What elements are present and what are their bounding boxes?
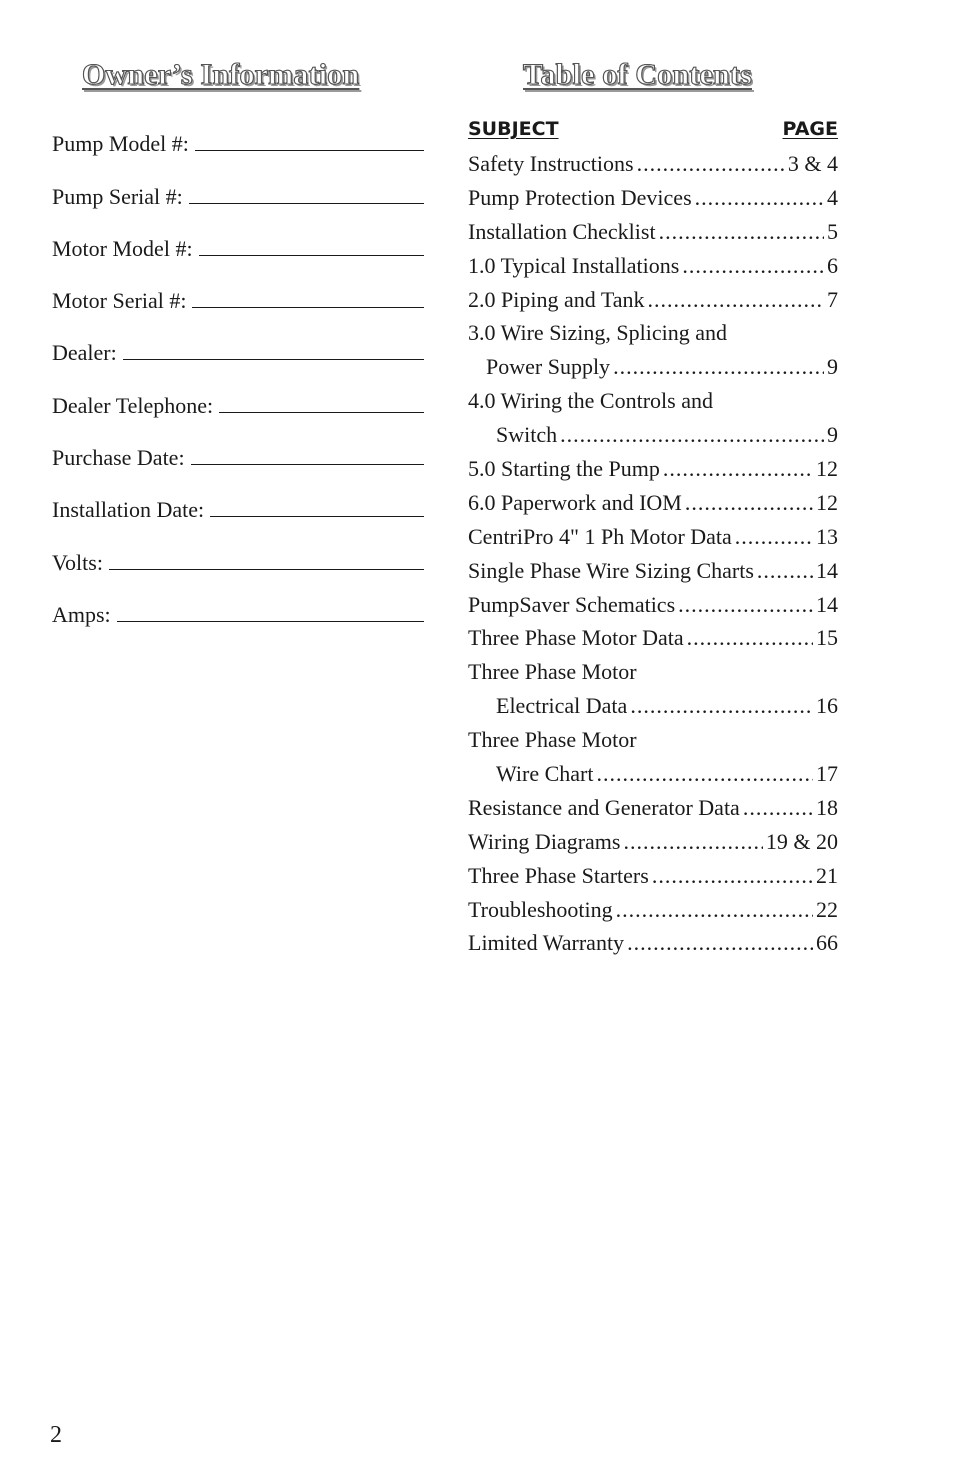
toc-entry-paperwork-and-iom[interactable] [468, 486, 838, 520]
toc-page-number: 21 [816, 862, 838, 888]
fill-in-line[interactable] [117, 621, 424, 622]
toc-entry-wire-sizing-line1[interactable]: 3.0 Wire Sizing, Splicing and [468, 320, 728, 346]
dealer-field[interactable] [52, 322, 424, 374]
fill-in-line[interactable] [109, 569, 424, 570]
motor-model-field[interactable] [52, 218, 424, 270]
toc-page-number: 16 [816, 693, 838, 719]
toc-entry-wiring-controls-line1[interactable]: 4.0 Wiring the Controls and [468, 388, 713, 414]
toc-entry-switch[interactable] [468, 418, 838, 452]
toc-entry-power-supply[interactable] [468, 350, 838, 384]
toc-page-number: 22 [816, 896, 838, 922]
toc-entry-piping-and-tank[interactable] [468, 283, 838, 317]
toc-entry-resistance-generator-data[interactable] [468, 791, 838, 825]
toc-page-number: 66 [816, 930, 838, 956]
toc-entry-starting-the-pump[interactable] [468, 452, 838, 486]
toc-subject: 1.0 Typical Installations [468, 252, 680, 278]
fill-in-line[interactable] [189, 203, 424, 204]
leader-dots [560, 418, 824, 452]
toc-page-number: 6 [827, 252, 838, 278]
toc-subject: Three Phase Motor Data [468, 625, 684, 651]
toc-page-number: 7 [827, 286, 838, 312]
leader-dots [648, 283, 825, 317]
leader-dots [687, 621, 813, 655]
toc-entry-three-phase-starters[interactable] [468, 859, 838, 893]
fill-in-line[interactable] [210, 516, 424, 517]
subject-column-header: SUBJECT [468, 118, 559, 140]
toc-entry-pumpsaver-schematics[interactable] [468, 588, 838, 622]
field-label: Pump Model #: [52, 131, 189, 157]
leader-dots [682, 249, 824, 283]
leader-dots [659, 215, 824, 249]
toc-page-number: 19 & 20 [765, 828, 838, 854]
leader-dots [623, 825, 762, 859]
toc-subject: Safety Instructions [468, 151, 634, 176]
toc-subject: 6.0 Paperwork and IOM [468, 489, 682, 515]
toc-page-number: 9 [827, 354, 838, 380]
toc-entry-wire-chart[interactable] [468, 757, 838, 791]
purchase-date-field[interactable] [52, 427, 424, 479]
toc-entry-troubleshooting[interactable] [468, 893, 838, 927]
toc-entry-installation-checklist[interactable] [468, 215, 838, 249]
field-label: Purchase Date: [52, 445, 185, 471]
leader-dots [616, 893, 813, 927]
toc-subject: Three Phase Starters [468, 862, 649, 888]
field-label: Volts: [52, 549, 103, 575]
toc-subject: CentriPro 4" 1 Ph Motor Data [468, 523, 732, 549]
toc-entry-single-phase-wire-sizing[interactable] [468, 554, 838, 588]
toc-column-headers [468, 113, 838, 147]
fill-in-line[interactable] [123, 359, 424, 360]
toc-subject: Switch [496, 422, 558, 448]
toc-page-number: 17 [816, 761, 838, 787]
toc-entry-limited-warranty[interactable] [468, 926, 838, 960]
leader-dots [637, 147, 785, 181]
leader-dots [596, 757, 813, 791]
field-label: Dealer Telephone: [52, 392, 214, 418]
toc-page-number: 18 [816, 794, 838, 820]
volts-field[interactable] [52, 531, 424, 583]
installation-date-field[interactable] [52, 479, 424, 531]
toc-subject: Troubleshooting [468, 896, 613, 922]
motor-serial-field[interactable] [52, 270, 424, 322]
toc-entry-three-phase-wire-chart-line1[interactable]: Three Phase Motor [468, 727, 637, 753]
toc-entry-pump-protection-devices[interactable] [468, 181, 838, 215]
toc-page-number: 12 [816, 456, 838, 482]
toc-subject: Installation Checklist [468, 218, 656, 244]
leader-dots [743, 791, 813, 825]
toc-entry-centripro-motor-data[interactable] [468, 520, 838, 554]
toc-subject: 5.0 Starting the Pump [468, 456, 660, 482]
leader-dots [685, 486, 813, 520]
field-label: Motor Serial #: [52, 288, 187, 314]
toc-subject: PumpSaver Schematics [468, 591, 676, 617]
toc-page-number: 13 [816, 523, 838, 549]
leader-dots [735, 520, 813, 554]
field-label: Amps: [52, 601, 111, 627]
amps-field[interactable] [52, 584, 424, 636]
pump-model-field[interactable] [52, 113, 424, 165]
owner-information-heading: Owner’s Information [82, 58, 360, 91]
toc-subject: Resistance and Generator Data [468, 794, 740, 820]
toc-subject: Single Phase Wire Sizing Charts [468, 557, 754, 583]
owner-information-form [52, 113, 424, 636]
fill-in-line[interactable] [192, 307, 424, 308]
leader-dots [613, 350, 824, 384]
toc-page-number: 9 [827, 422, 838, 448]
toc-entry-typical-installations[interactable] [468, 249, 838, 283]
field-label: Motor Model #: [52, 235, 193, 261]
toc-subject: Power Supply [486, 354, 611, 380]
leader-dots [663, 452, 813, 486]
leader-dots [630, 689, 813, 723]
toc-entry-wiring-diagrams[interactable] [468, 825, 838, 859]
toc-subject: 2.0 Piping and Tank [468, 286, 645, 312]
toc-page-number: 12 [816, 489, 838, 515]
toc-subject: Pump Protection Devices [468, 184, 692, 210]
toc-entry-safety-instructions[interactable] [468, 147, 838, 181]
leader-dots [652, 859, 813, 893]
toc-page-number: 4 [827, 184, 838, 210]
pump-serial-field[interactable] [52, 165, 424, 217]
fill-in-line[interactable] [191, 464, 424, 465]
fill-in-line[interactable] [199, 255, 424, 256]
leader-dots [757, 554, 813, 588]
toc-page-number: 14 [816, 557, 838, 583]
fill-in-line[interactable] [219, 412, 424, 413]
page-number: 2 [50, 1422, 62, 1448]
toc-entry-three-phase-motor-data[interactable] [468, 621, 838, 655]
field-label: Pump Serial #: [52, 183, 183, 209]
leader-dots [678, 588, 813, 622]
toc-page-number: 5 [827, 218, 838, 244]
toc-page-number: 15 [816, 625, 838, 651]
toc-subject: Electrical Data [496, 693, 628, 719]
field-label: Dealer: [52, 340, 117, 366]
table-of-contents-heading: Table of Contents [523, 58, 752, 91]
fill-in-line[interactable] [195, 150, 424, 151]
toc-subject: Limited Warranty [468, 930, 625, 956]
table-of-contents [468, 113, 838, 960]
toc-subject: Wire Chart [496, 761, 594, 787]
toc-subject: Wiring Diagrams [468, 828, 621, 854]
leader-dots [695, 181, 824, 215]
toc-page-number: 3 & 4 [787, 151, 838, 176]
toc-entry-three-phase-electrical-line1[interactable]: Three Phase Motor [468, 659, 637, 685]
leader-dots [627, 926, 813, 960]
toc-page-number: 14 [816, 591, 838, 617]
page-column-header: PAGE [782, 118, 838, 140]
toc-entry-electrical-data[interactable] [468, 689, 838, 723]
field-label: Installation Date: [52, 497, 205, 523]
dealer-telephone-field[interactable] [52, 374, 424, 426]
